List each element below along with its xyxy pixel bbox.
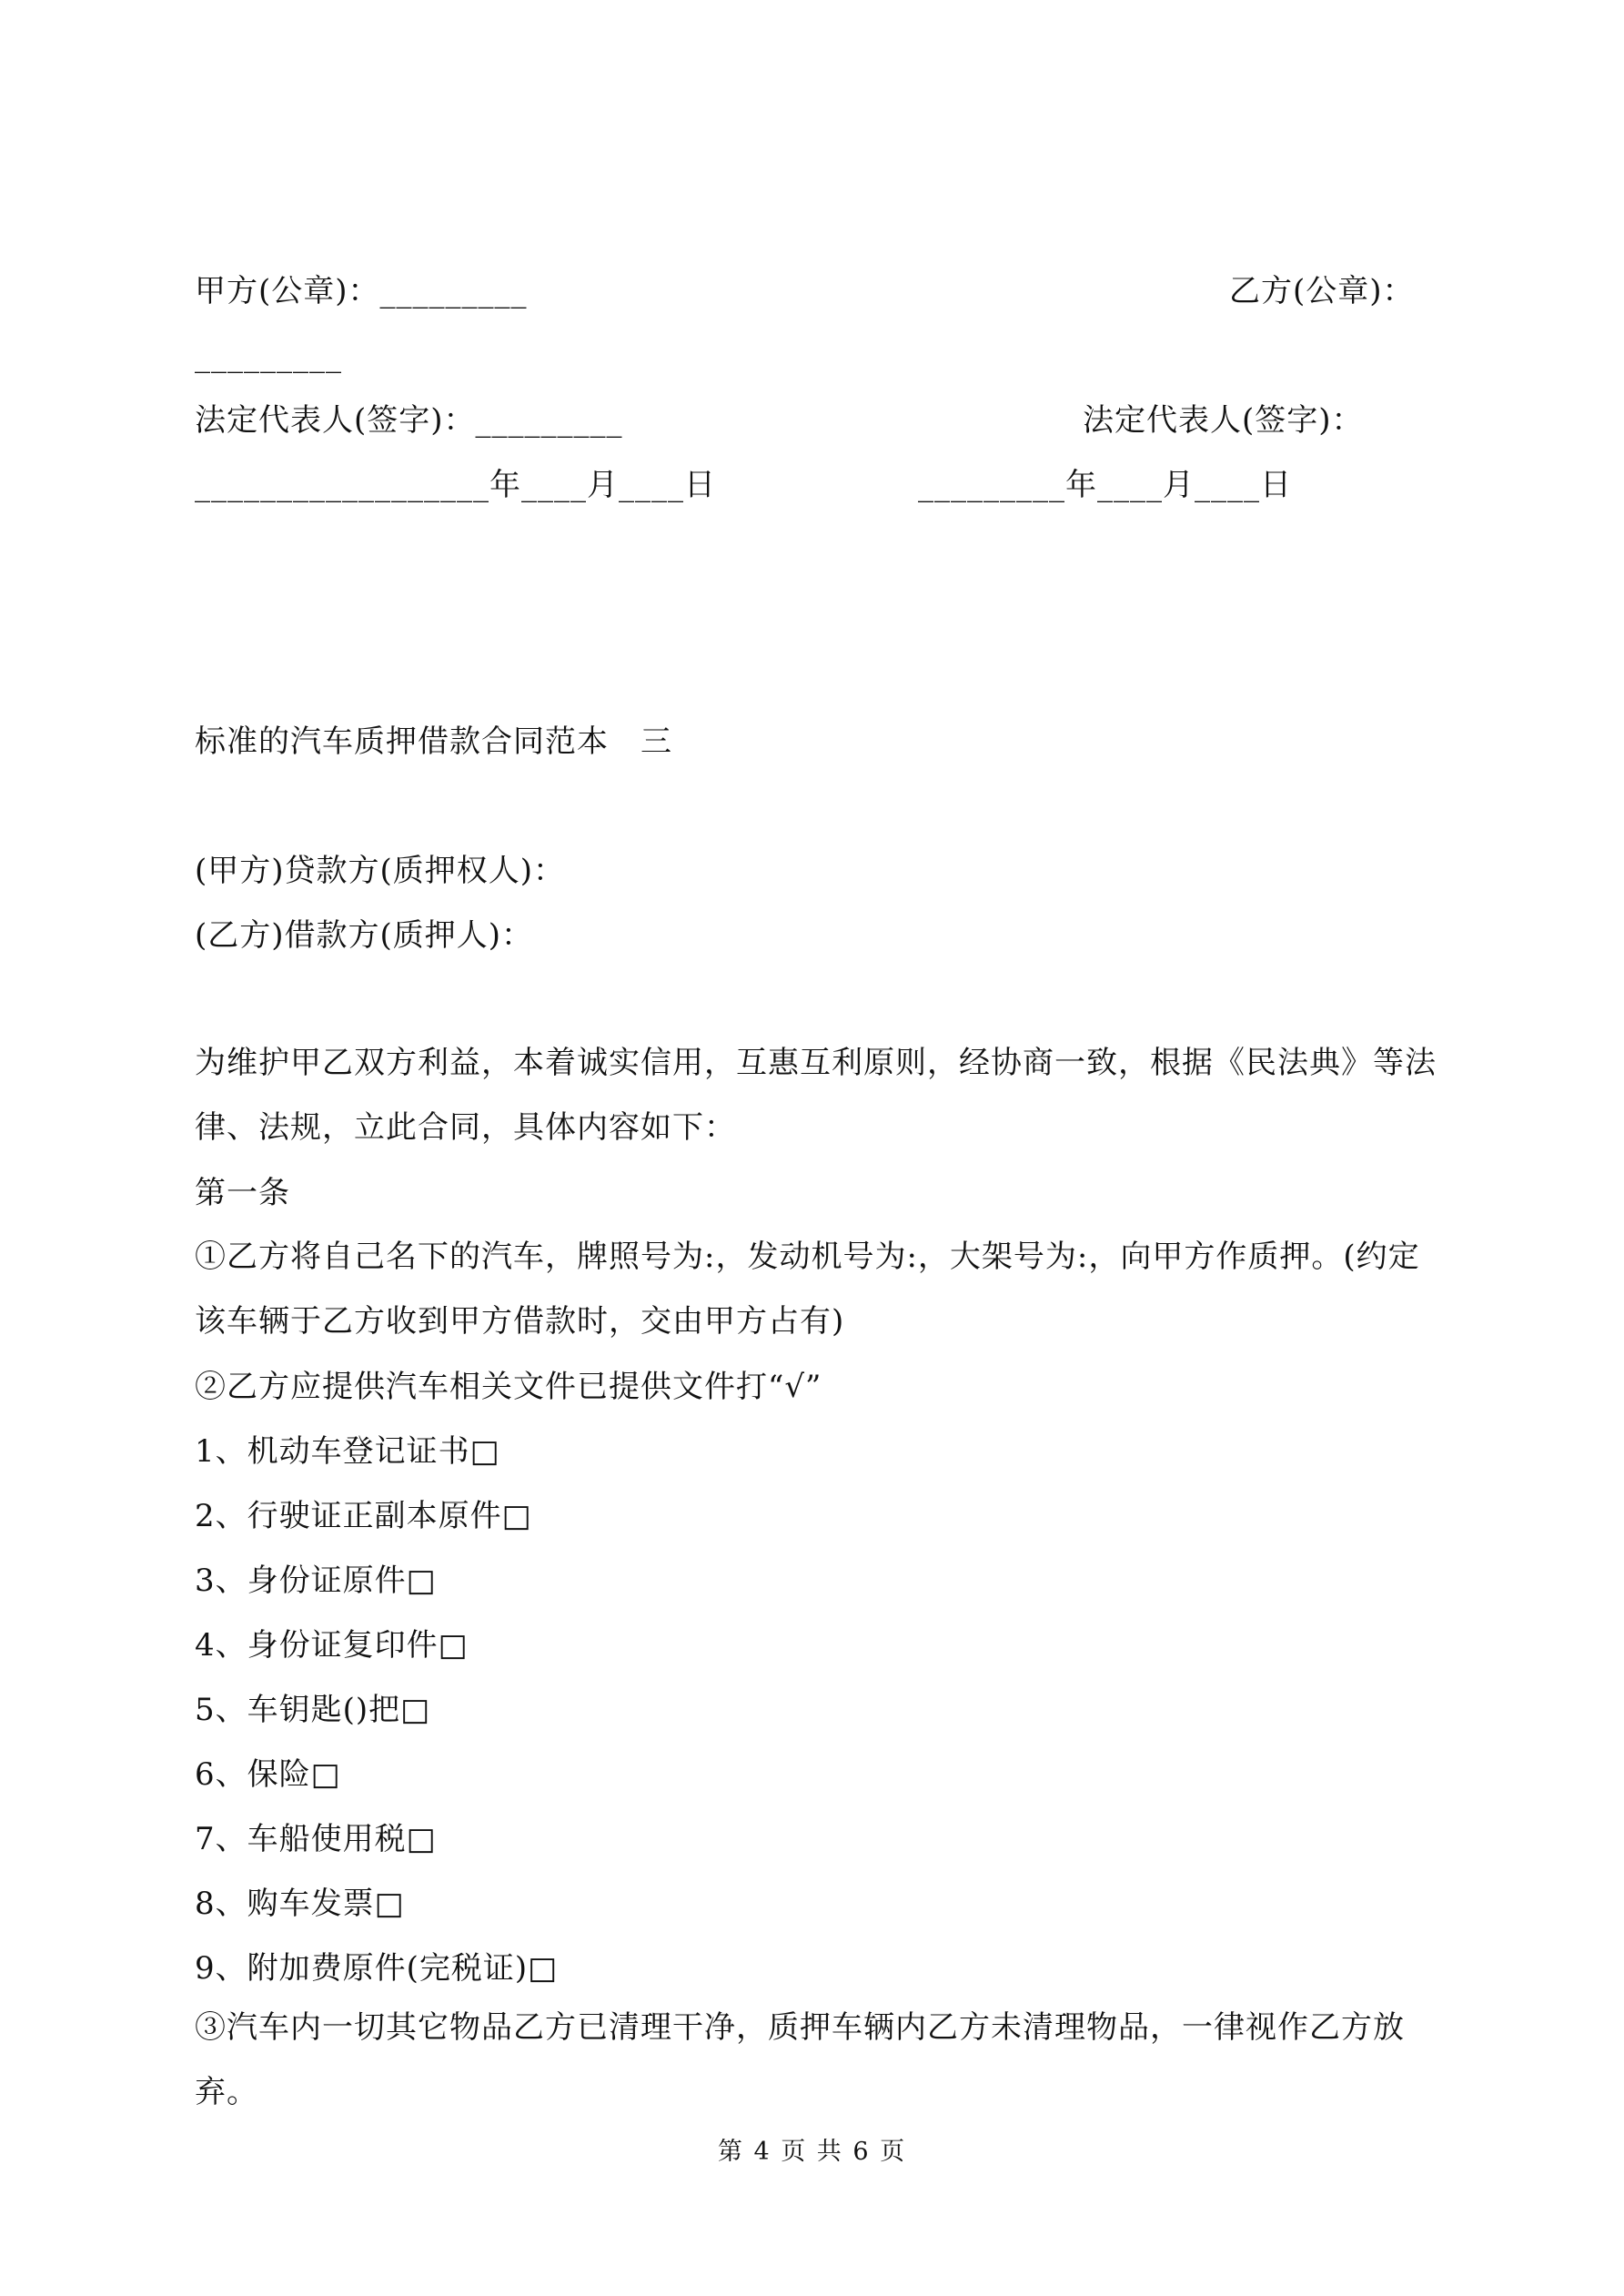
intro-paragraph: 为维护甲乙双方利益，本着诚实信用，互惠互利原则，经协商一致，根据《民法典》等法律、法规，立此合同，具体内容如下： [195, 1045, 1437, 1146]
contract-title: 标准的汽车质押借款合同范本 三 [195, 723, 672, 760]
document-item: 5、车钥匙()把□ [195, 1692, 431, 1728]
article-1-heading: 第一条 [195, 1175, 290, 1211]
document-item: 3、身份证原件□ [195, 1563, 437, 1599]
party-b-date: _________年____月____日 [918, 467, 1292, 503]
document-item: 1、机动车登记证书□ [195, 1433, 500, 1470]
party-a-seal: 甲方(公章)：_________ [195, 273, 528, 309]
party-b-seal-blank: _________ [195, 338, 342, 374]
party-a-date: __________________年____月____日 [195, 467, 716, 503]
document-item: 4、身份证复印件□ [195, 1627, 469, 1664]
article-1-clause-3: ③汽车内一切其它物品乙方已清理干净，质押车辆内乙方未清理物品，一律视作乙方放弃。 [195, 2009, 1405, 2110]
document-item: 2、行驶证正副本原件□ [195, 1498, 532, 1534]
borrower-line: (乙方)借款方(质押人)： [195, 917, 534, 954]
article-1-clause-1: ①乙方将自己名下的汽车，牌照号为:，发动机号为:，大架号为:，向甲方作质押。(约定该车辆于乙方收到甲方借款时，交由甲方占有) [195, 1239, 1420, 1340]
lender-line: (甲方)贷款方(质押权人)： [195, 853, 566, 889]
party-b-seal: 乙方(公章)： [1229, 273, 1415, 309]
document-item: 6、保险□ [195, 1756, 341, 1793]
document-item: 8、购车发票□ [195, 1886, 405, 1922]
page-footer: 第 4 页 共 6 页 [717, 2138, 907, 2166]
document-item: 7、车船使用税□ [195, 1821, 437, 1857]
article-1-clause-2: ②乙方应提供汽车相关文件已提供文件打“√” [195, 1369, 822, 1405]
party-b-representative: 法定代表人(签字)： [1083, 402, 1364, 439]
document-item: 9、附加费原件(完税证)□ [195, 1950, 559, 1987]
party-a-representative: 法定代表人(签字)：_________ [195, 402, 623, 439]
